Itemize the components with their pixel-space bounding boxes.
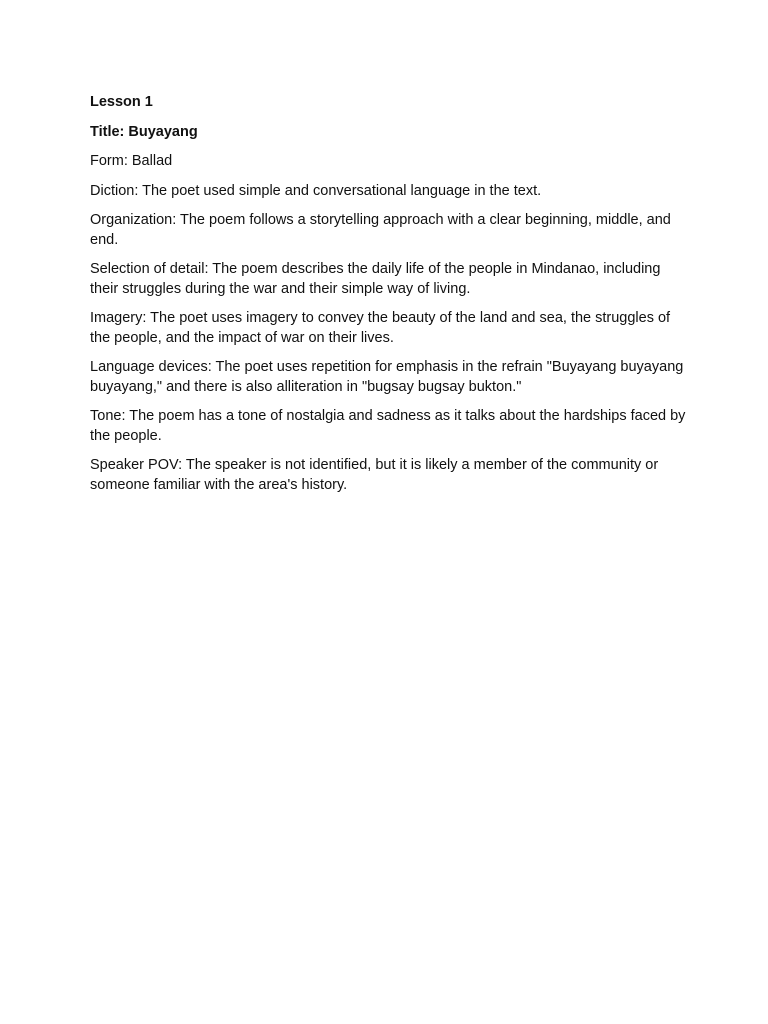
diction-paragraph: Diction: The poet used simple and conversational language in the text. bbox=[90, 182, 542, 199]
speaker-pov-paragraph: Speaker POV: The speaker is not identified, but it is likely a member of the community or someone familiar with the area's history. bbox=[90, 457, 659, 493]
document-page bbox=[90, 93, 690, 505]
imagery-paragraph: Imagery: The poet uses imagery to convey the beauty of the land and sea, the struggles of the people, and the impact of war on their lives. bbox=[90, 310, 671, 346]
selection-of-detail-paragraph: Selection of detail: The poem describes the daily life of the people in Mindanao, including their struggles during the war and their simple way of living. bbox=[90, 261, 661, 297]
lesson-heading: Lesson 1 bbox=[90, 94, 153, 110]
organization-paragraph: Organization: The poem follows a storytelling approach with a clear beginning, middle, and end. bbox=[90, 212, 671, 248]
form-paragraph: Form: Ballad bbox=[90, 153, 173, 169]
language-devices-paragraph: Language devices: The poet uses repetition for emphasis in the refrain "Buyayang buyayang buyayang," and there is also alliteration in "bugsay bugsay bukton." bbox=[90, 359, 684, 395]
tone-paragraph: Tone: The poem has a tone of nostalgia and sadness as it talks about the hardships faced by the people. bbox=[90, 408, 686, 444]
poem-title: Title: Buyayang bbox=[90, 123, 198, 140]
